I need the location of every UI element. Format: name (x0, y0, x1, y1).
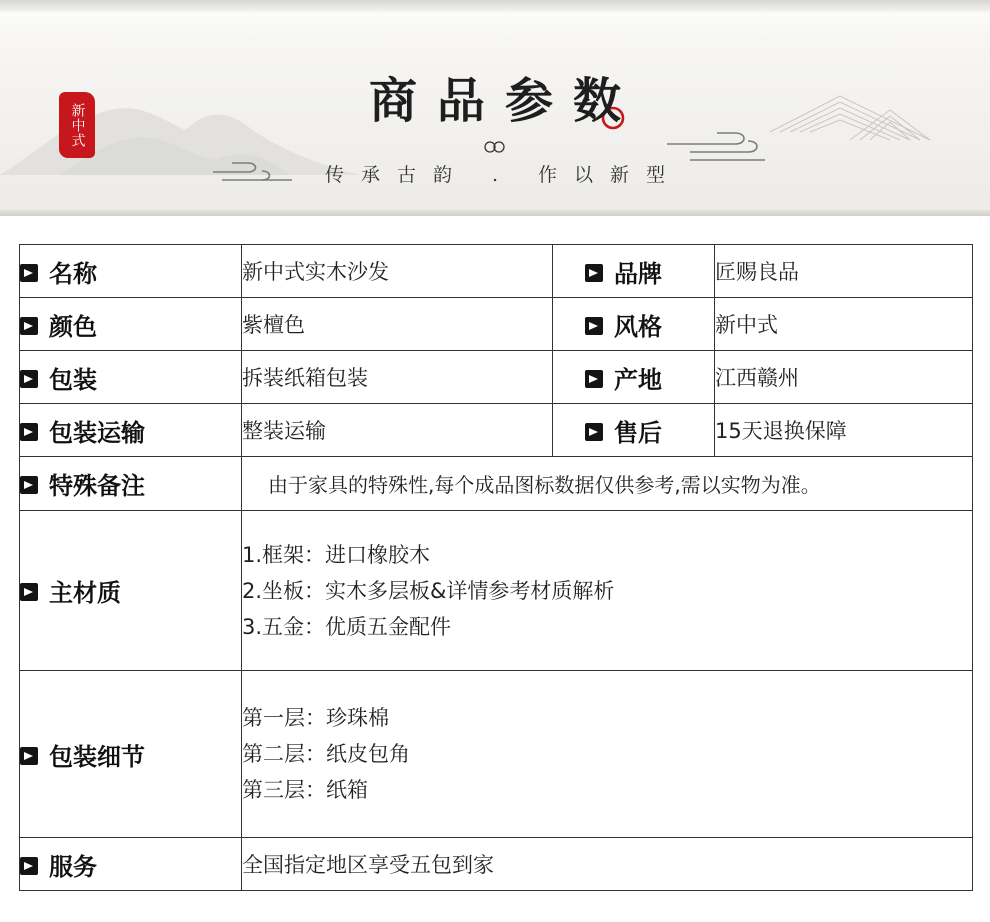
seal-stamp: 新中式 (59, 92, 95, 158)
table-row (20, 351, 973, 404)
material-line-3: 3.五金：优质五金配件 (242, 614, 452, 639)
label-service: 服务 (49, 852, 97, 881)
label-cell (553, 351, 715, 404)
material-line-1: 1.框架：进口橡胶木 (242, 542, 431, 567)
value-shipping: 整装运输 (242, 404, 553, 457)
material-line-2: 2.坐板：实木多层板&详情参考材质解析 (242, 578, 615, 603)
triangle-bullet-icon (20, 264, 38, 282)
value-packing (242, 671, 973, 838)
label-cell (20, 245, 242, 298)
triangle-bullet-icon (585, 423, 603, 441)
linked-rings-icon (485, 142, 504, 152)
label-packing: 包装细节 (49, 742, 145, 771)
label-cell (20, 457, 242, 511)
value-name: 新中式实木沙发 (242, 245, 553, 298)
value-brand: 匠赐良品 (715, 245, 973, 298)
table-row (20, 457, 973, 511)
value-origin: 江西赣州 (715, 351, 973, 404)
triangle-bullet-icon (585, 370, 603, 388)
triangle-bullet-icon (20, 583, 38, 601)
label-cell (20, 511, 242, 671)
value-service: 全国指定地区享受五包到家 (242, 838, 973, 891)
page-title: 商品参数 (368, 73, 641, 129)
triangle-bullet-icon (20, 317, 38, 335)
header-banner (0, 0, 990, 216)
label-note: 特殊备注 (49, 472, 145, 500)
label-aftersale: 售后 (614, 418, 662, 447)
label-cell (553, 404, 715, 457)
packing-line-3: 第三层：纸箱 (242, 778, 368, 802)
value-package: 拆装纸箱包装 (242, 351, 553, 404)
value-material (242, 511, 973, 671)
label-cell (20, 838, 242, 891)
triangle-bullet-icon (20, 370, 38, 388)
triangle-bullet-icon (20, 423, 38, 441)
label-cell (553, 245, 715, 298)
label-package: 包装 (49, 365, 97, 394)
label-cell (20, 298, 242, 351)
label-brand: 品牌 (614, 259, 662, 288)
value-aftersale: 15天退换保障 (715, 404, 973, 457)
value-note: 由于家具的特殊性,每个成品图标数据仅供参考,需以实物为准。 (242, 457, 973, 511)
packing-line-1: 第一层：珍珠棉 (242, 706, 389, 730)
label-cell (20, 404, 242, 457)
parameter-table (19, 244, 973, 891)
bottom-border (0, 210, 990, 216)
table-row (20, 511, 973, 671)
packing-line-2: 第二层：纸皮包角 (242, 742, 410, 766)
triangle-bullet-icon (585, 264, 603, 282)
label-cell (20, 351, 242, 404)
triangle-bullet-icon (20, 747, 38, 765)
page-subtitle: 传承古韵 . 作以新型 (324, 164, 683, 186)
label-color: 颜色 (49, 312, 97, 341)
label-name: 名称 (49, 259, 97, 288)
table-row (20, 404, 973, 457)
label-material: 主材质 (49, 579, 121, 607)
value-color: 紫檀色 (242, 298, 553, 351)
triangle-bullet-icon (20, 476, 38, 494)
value-style: 新中式 (715, 298, 973, 351)
label-style: 风格 (614, 312, 662, 341)
label-cell (553, 298, 715, 351)
label-cell (20, 671, 242, 838)
table-row (20, 671, 973, 838)
label-origin: 产地 (614, 365, 662, 394)
triangle-bullet-icon (20, 857, 38, 875)
triangle-bullet-icon (585, 317, 603, 335)
label-shipping: 包装运输 (49, 418, 145, 447)
cloud-right-icon (667, 133, 765, 160)
table-row (20, 298, 973, 351)
table-row (20, 245, 973, 298)
table-row (20, 838, 973, 891)
